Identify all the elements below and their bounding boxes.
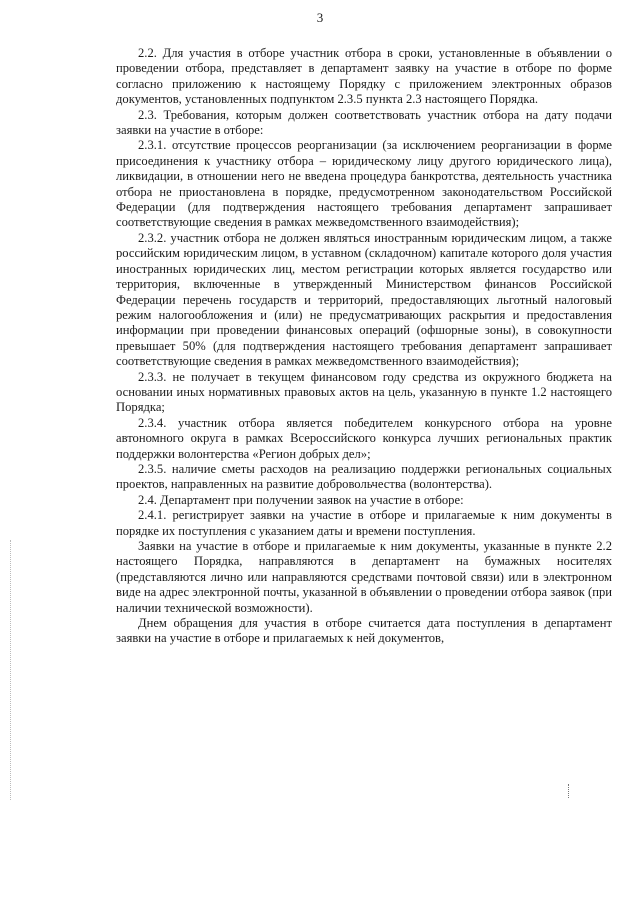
paragraph-2-3-4: 2.3.4. участник отбора является победителем конкурсного отбора на уровне автономного округа в рамках Всероссийского конкурса лучших региональных практик поддержки волонтерства «Регион добрых дел»; bbox=[116, 415, 612, 461]
paragraph-2-3-3: 2.3.3. не получает в текущем финансовом году средства из окружного бюджета на основании иных нормативных правовых актов на цель, указанную в пункте 1.2 настоящего Порядка; bbox=[116, 369, 612, 415]
paragraph-2-4-1: 2.4.1. регистрирует заявки на участие в отборе и прилагаемые к ним документы в порядке их поступления с указанием даты и времени поступления. bbox=[116, 508, 612, 538]
page-number: 3 bbox=[316, 10, 324, 25]
paragraph-2-3-5: 2.3.5. наличие сметы расходов на реализацию поддержки региональных социальных проектов, направленных на развитие добровольчества (волонтерства). bbox=[116, 461, 612, 492]
paragraph-application-date: Днем обращения для участия в отборе считается дата поступления в департамент заявки на участие в отборе и прилагаемых к ней документов, bbox=[116, 616, 612, 646]
paragraph-submission: Заявки на участие в отборе и прилагаемые к ним документы, указанные в пункте 2.2 настоящего Порядка, направляются в департамент на бумажных носителях (представляются лично или направляются средствами почтовой связи) или в электронном виде на адрес электронной почты, указанной в объявлении о проведении отбора заявок (при наличии технической возможности). bbox=[116, 539, 612, 615]
scan-margin-mark bbox=[10, 540, 13, 800]
paragraph-2-3-2: 2.3.2. участник отбора не должен являться иностранным юридическим лицом, а также российским юридическим лицом, в уставном (складочном) капитале которого доля участия иностранных юридических лиц, местом регистрации которых является государство или территория, включенные в утвержденный Министерством финансов Российской Федерации перечень государств и территорий, предоставляющих льготный налоговый режим налогообложения и (или) не предусматривающих раскрытия и предоставления информации при проведении финансовых операций (офшорные зоны), в совокупности превышает 50% (для подтверждения настоящего требования департамент запрашивает соответствующие сведения в рамках межведомственного взаимодействия); bbox=[116, 230, 612, 369]
scan-speck bbox=[568, 784, 570, 798]
document-body bbox=[116, 46, 612, 647]
paragraph-2-4: 2.4. Департамент при получении заявок на участие в отборе: bbox=[138, 492, 464, 507]
paragraph-2-3: 2.3. Требования, которым должен соответствовать участник отбора на дату подачи заявки на участие в отборе: bbox=[116, 107, 612, 138]
paragraph-2-3-1: 2.3.1. отсутствие процессов реорганизации (за исключением реорганизации в форме присоединения к участнику отбора – юридическому лицу другого юридического лица), ликвидации, в отношении него не введена процедура банкротства, деятельность участника отбора не приостановлена в порядке, предусмотренном законодательством Российской Федерации (для подтверждения настоящего требования департамент запрашивает соответствующие сведения в рамках межведомственного взаимодействия); bbox=[116, 138, 612, 230]
paragraph-2-2: 2.2. Для участия в отборе участник отбора в сроки, установленные в объявлении о проведении отбора, представляет в департамент заявку на участие в отборе по форме согласно приложению к настоящему Порядку с приложением электронных образов документов, установленных подпунктом 2.3.5 пункта 2.3 настоящего Порядка. bbox=[116, 46, 612, 107]
